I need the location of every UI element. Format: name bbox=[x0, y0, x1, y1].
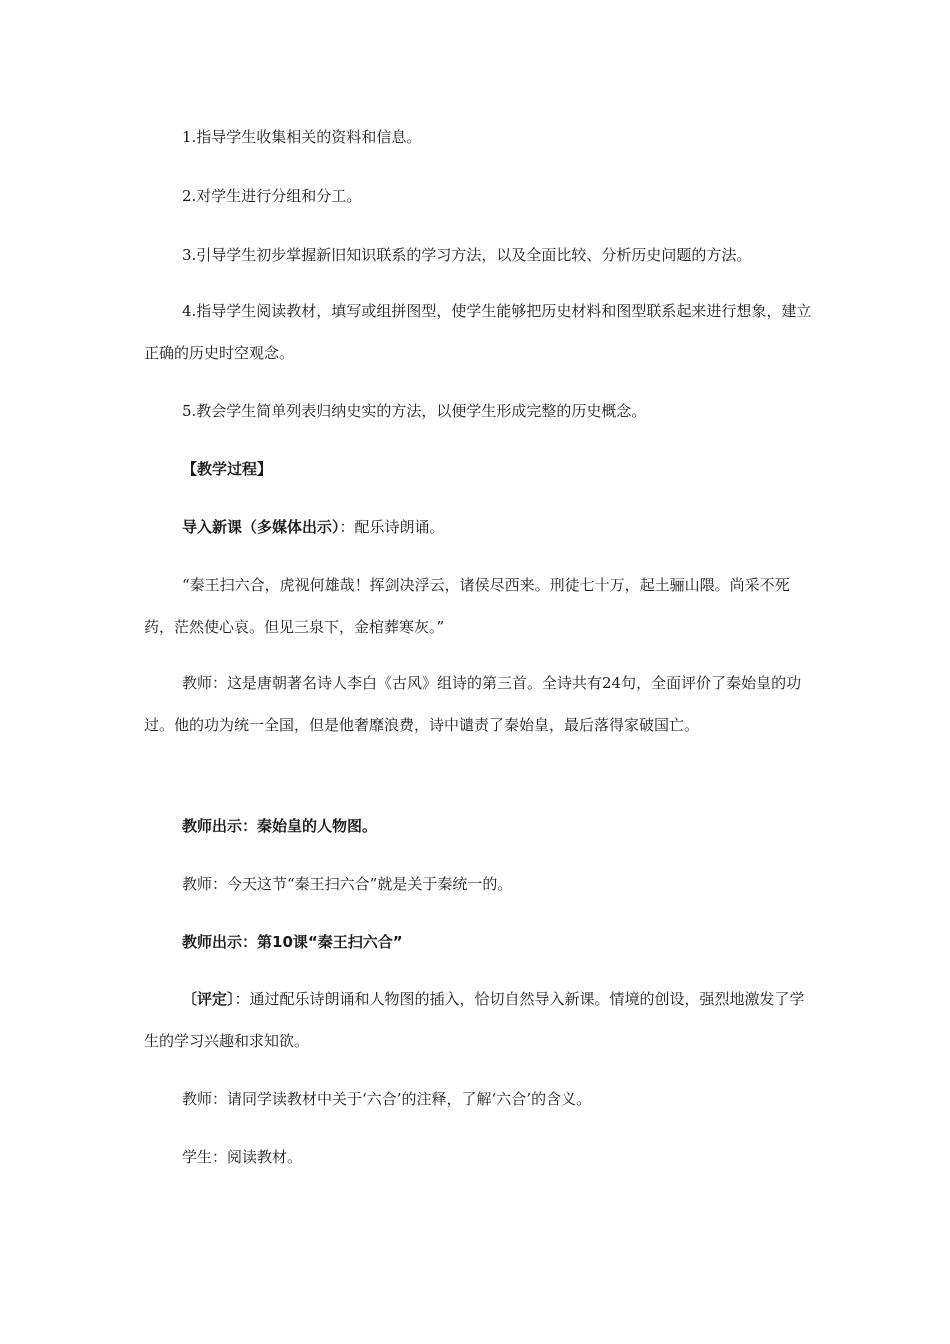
teacher-paragraph-2: 教师：今天这节“秦王扫六合”就是关于秦统一的。 bbox=[182, 875, 513, 893]
objective-item-1: 1.指导学生收集相关的资料和信息。 bbox=[182, 128, 422, 146]
poem-paragraph: “秦王扫六合，虎视何雄哉！挥剑决浮云，诸侯尽西来。刑徒七十万，起土骊山隈。尚采不死药，茫然使心哀。但见三泉下，金棺葬寒灰。” bbox=[144, 576, 790, 636]
student-paragraph-1: 学生：阅读教材。 bbox=[182, 1148, 303, 1166]
comment-label: 〔评定〕 bbox=[182, 990, 235, 1008]
objective-item-2: 2.对学生进行分组和分工。 bbox=[182, 187, 362, 205]
teacher-show-2: 教师出示：第10课“秦王扫六合” bbox=[182, 933, 403, 951]
teacher-paragraph-1: 教师：这是唐朝著名诗人李白《古风》组诗的第三首。全诗共有24句，全面评价了秦始皇的功过。他的功为统一全国，但是他奢靡浪费，诗中谴责了秦始皇，最后落得家破国亡。 bbox=[144, 674, 802, 734]
objective-item-4: 4.指导学生阅读教材，填写或组拼图型，使学生能够把历史材料和图型联系起来进行想象，建立正确的历史时空观念。 bbox=[144, 302, 812, 362]
objective-item-5: 5.教会学生简单列表归纳史实的方法，以便学生形成完整的历史概念。 bbox=[182, 402, 647, 420]
teacher-paragraph-3: 教师：请同学读教材中关于‘六合’的注释，了解‘六合’的含义。 bbox=[182, 1090, 592, 1108]
intro-label: 导入新课（多媒体出示） bbox=[182, 518, 340, 536]
intro-text: ：配乐诗朗诵。 bbox=[339, 518, 445, 536]
comment-text: ：通过配乐诗朗诵和人物图的插入，恰切自然导入新课。情境的创设，强烈地激发了学生的学习兴趣和求知欲。 bbox=[144, 990, 805, 1050]
objective-item-3: 3.引导学生初步掌握新旧知识联系的学习方法，以及全面比较、分析历史问题的方法。 bbox=[182, 246, 752, 264]
comment-paragraph bbox=[144, 978, 814, 1062]
intro-paragraph bbox=[144, 506, 814, 548]
teacher-show-1: 教师出示：秦始皇的人物图。 bbox=[182, 817, 378, 835]
section-heading: 【教学过程】 bbox=[182, 460, 273, 478]
